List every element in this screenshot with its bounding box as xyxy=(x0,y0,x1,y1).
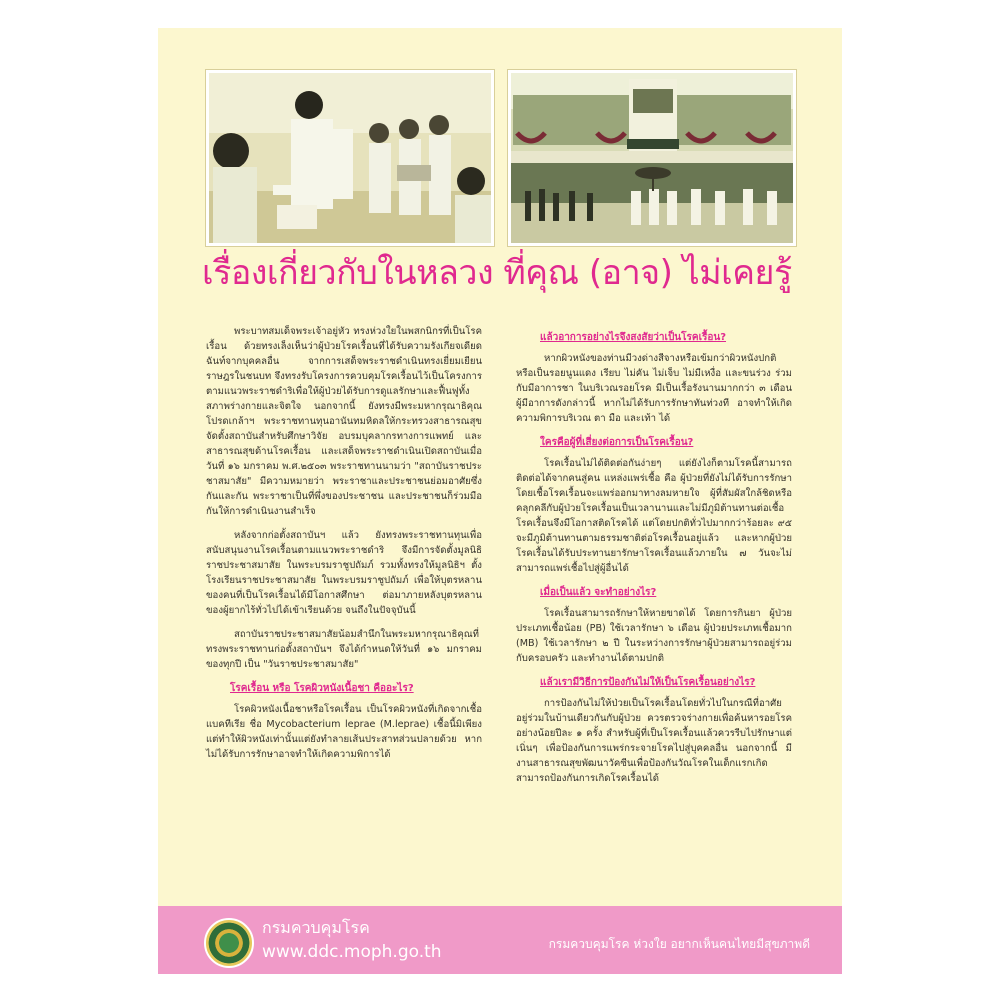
department-seal-icon xyxy=(204,918,254,968)
footer-band xyxy=(158,906,842,974)
article-headline: เรื่องเกี่ยวกับในหลวง ที่คุณ (อาจ) ไม่เคยรู้ xyxy=(202,253,792,293)
section-heading: ใครคือผู้ที่เสี่ยงต่อการเป็นโรคเรื้อน? xyxy=(540,437,694,448)
section-heading: แล้วอาการอย่างไรจึงสงสัยว่าเป็นโรคเรื้อน? xyxy=(540,332,727,343)
paragraph: โรคเรื้อนสามารถรักษาให้หายขาดได้ โดยการกินยา ผู้ป่วยประเภทเชื้อน้อย (PB) ใช้เวลารักษา ๖ เดือน ผู้ป่วยประเภทเชื้อมาก (MB) ใช้เวลารักษา ๒ ปี ในระหว่างการรักษาผู้ป่วยสามารถอยู่ร่วมกับครอบครัว และทำงานได้ตามปกติ xyxy=(516,608,792,664)
footer-slogan: กรมควบคุมโรค ห่วงใย อยากเห็นคนไทยมีสุขภาพดี xyxy=(548,937,810,951)
right-column xyxy=(516,324,792,795)
paragraph: หากผิวหนังของท่านมีวงด่างสีจางหรือเข้มกว่าผิวหนังปกติ หรือเป็นรอยนูนแดง เรียบ ไม่คัน ไม่เจ็บ ไม่มีเหงื่อ และขนร่วง ร่วมกับมีอาการชา ในบริเวณรอยโรค มีเป็นเรื้อรังนานมากกว่า ๓ เดือน ผู้มีอาการดังกล่าวนี้ หากไม่ได้รับการรักษาทันท่วงที อาจทำให้เกิดความพิการบริเวณ ตา มือ และเท้า ได้ xyxy=(516,353,792,424)
footer-website-link[interactable]: www.ddc.moph.go.th xyxy=(262,942,442,962)
photo-king-presentation xyxy=(206,70,494,246)
footer-org-name: กรมควบคุมโรค xyxy=(262,918,370,937)
paragraph: โรคผิวหนังเนื้อชาหรือโรคเรื้อน เป็นโรคผิวหนังที่เกิดจากเชื้อแบคทีเรีย ชื่อ Mycobacterium leprae (M.leprae) เชื้อนี้มิเพียงแต่ทำให้ผิวหนังเท่านั้นแต่ยังทำลายเส้นประสาทส่วนปลายด้วย หากไม่ได้รับการรักษาอาจทำให้เกิดความพิการได้ xyxy=(206,704,482,760)
paragraph: สถาบันราชประชาสมาสัยน้อมสำนึกในพระมหากรุณาธิคุณที่ทรงพระราชทานก่อตั้งสถาบันฯ จึงได้กำหนดให้วันที่ ๑๖ มกราคม ของทุกปี เป็น "วันราชประชาสมาสัย" xyxy=(206,629,482,670)
article-page xyxy=(158,28,842,974)
paragraph: พระบาทสมเด็จพระเจ้าอยู่หัว ทรงห่วงใยในพสกนิกรที่เป็นโรคเรื้อน ด้วยทรงเล็งเห็นว่าผู้ป่วยโรคเรื้อนที่ได้รับความรังเกียจเดียดฉันท์จากบุคคลอื่น จากการเสด็จพระราชดำเนินทรงเยี่ยมเยียนราษฎรในชนบท จึงทรงรับโครงการควบคุมโรคเรื้อนไว้เป็นโครงการตามแนวพระราชดำริเพื่อให้ผู้ป่วยได้รับการดูแลรักษาและฟื้นฟูทั้งสภาพร่างกายและจิตใจ นอกจากนี้ ยังทรงมีพระมหากรุณาธิคุณโปรดเกล้าฯ พระราชทานทุนอานันทมหิดลให้กระทรวงสาธารณสุขจัดตั้งสถาบันสำหรับศึกษาวิจัย อบรมบุคลากรทางการแพทย์ และสาธารณสุขด้านโรคเรื้อน และเสด็จพระราชดำเนินเปิดสถาบันเมื่อวันที่ ๑๖ มกราคม พ.ศ.๒๕๐๓ พระราชทานนามว่า "สถาบันราชประชาสมาสัย" มีความหมายว่า พระราชาและประชาชนย่อมอาศัยซึ่งกันและกัน พระราชาเป็นที่พึ่งของประชาชน และประชาชนก็ร่วมมือกันให้การดำเนินงานสำเร็จ xyxy=(206,326,482,517)
section-heading: โรคเรื้อน หรือ โรคผิวหนังเนื้อชา คืออะไร? xyxy=(230,683,414,694)
left-column xyxy=(206,324,482,771)
paragraph: หลังจากก่อตั้งสถาบันฯ แล้ว ยังทรงพระราชทานทุนเพื่อสนับสนุนงานโรคเรื้อนตามแนวพระราชดำริ จึงมีการจัดตั้งมูลนิธิราชประชาสมาสัย ในพระบรมราชูปถัมภ์ รวมทั้งทรงให้มูลนิธิฯ ตั้งโรงเรียนราชประชาสมาสัย ในพระบรมราชูปถัมภ์ เพื่อให้บุตรหลานของคนที่เป็นโรคเรื้อนได้มีโอกาสศึกษา ต่อมาภายหลังบุตรหลานของผู้ยากไร้ทั่วไปได้เข้าเรียนด้วย จนถึงในปัจจุบันนี้ xyxy=(206,530,482,616)
photo-institute-building xyxy=(508,70,796,246)
section-heading: เมื่อเป็นแล้ว จะทำอย่างไร? xyxy=(540,587,657,598)
section-heading: แล้วเรามีวิธีการป้องกันไม่ให้เป็นโรคเรื้อนอย่างไร? xyxy=(540,677,756,688)
paragraph: การป้องกันไม่ให้ป่วยเป็นโรคเรื้อนโดยทั่วไปในกรณีที่อาศัยอยู่ร่วมในบ้านเดียวกันกับผู้ป่วย ควรตรวจร่างกายเพื่อค้นหารอยโรค อย่างน้อยปีละ ๑ ครั้ง สำหรับผู้ที่เป็นโรคเรื้อนแล้วควรรีบไปรักษาแต่เนิ่นๆ เพื่อป้องกันการแพร่กระจายโรคไปสู่บุคคลอื่น นอกจากนี้ มีงานสาธารณสุขพัฒนาวัคซีนเพื่อป้องกันวัณโรคในเด็กแรกเกิดสามารถป้องกันการเกิดโรคเรื้อนได้ xyxy=(516,698,792,784)
paragraph: โรคเรื้อนไม่ได้ติดต่อกันง่ายๆ แต่ยังไงก็ตามโรคนี้สามารถติดต่อได้จากคนสู่คน แหล่งแพร่เชื้อ คือ ผู้ป่วยที่ยังไม่ได้รับการรักษาโดยเชื้อโรคเรื้อนจะแพร่ออกมาทางลมหายใจ ผู้ที่สัมผัสใกล้ชิดหรือคลุกคลีกับผู้ป่วยโรคเรื้อนเป็นเวลานานและไม่มีภูมิต้านทานต่อเชื้อโรคเรื้อนจึงมีโอกาสติดโรคได้ แต่โดยปกติทั่วไปมากกว่าร้อยละ ๙๕ จะมีภูมิต้านทานตามธรรมชาติต่อโรคเรื้อนอยู่แล้ว และหากผู้ป่วยโรคเรื้อนได้รับประทานยารักษาโรคเรื้อนแล้วภายใน ๗ วันจะไม่สามารถแพร่เชื้อไปสู่ผู้อื่นได้ xyxy=(516,458,792,574)
